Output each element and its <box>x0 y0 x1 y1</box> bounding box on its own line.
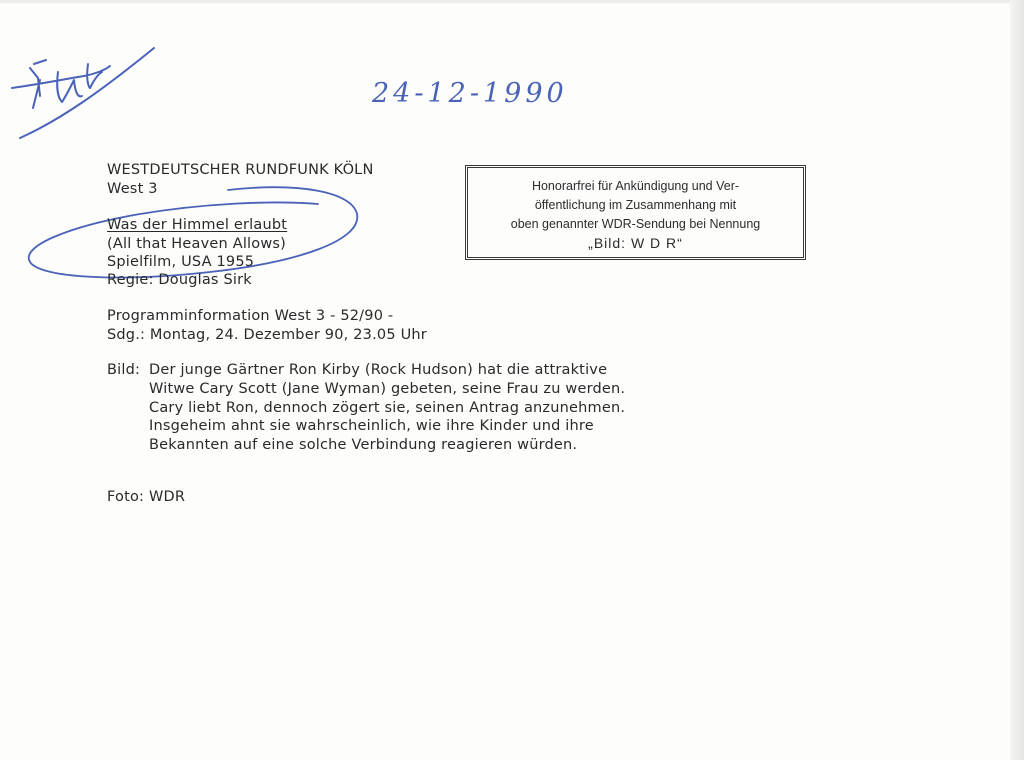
channel-name: West 3 <box>107 181 158 197</box>
photo-credit: Foto: WDR <box>107 489 186 505</box>
caption-line: Insgeheim ahnt sie wahrscheinlich, wie ihre Kinder und ihre <box>149 418 594 434</box>
caption-line: Der junge Gärtner Ron Kirby (Rock Hudson) hat die attraktive <box>149 362 608 378</box>
film-title-original: (All that Heaven Allows) <box>107 236 287 252</box>
stamp-line: oben genannter WDR-Sendung bei Nennung <box>510 217 761 231</box>
broadcaster-name: WESTDEUTSCHER RUNDFUNK KÖLN <box>107 162 374 178</box>
handwritten-date: 24-12-1990 <box>372 78 568 109</box>
film-director: Regie: Douglas Sirk <box>107 272 252 288</box>
handwritten-initials <box>12 48 154 138</box>
caption-line: Bekannten auf eine solche Verbindung reagieren würden. <box>149 437 578 453</box>
caption-line: Witwe Cary Scott (Jane Wyman) gebeten, seine Frau zu werden. <box>149 381 626 397</box>
stamp-line: Honorarfrei für Ankündigung und Ver- <box>531 179 740 193</box>
caption-line: Cary liebt Ron, dennoch zögert sie, seinen Antrag anzunehmen. <box>149 400 626 416</box>
stamp-line: „Bild: W D R“ <box>588 235 683 251</box>
program-info: Programminformation West 3 - 52/90 - <box>107 308 394 324</box>
caption-label: Bild: <box>107 362 141 378</box>
stamp-line: öffentlichung im Zusammenhang mit <box>534 198 737 212</box>
film-genre-year: Spielfilm, USA 1955 <box>107 254 255 270</box>
broadcast-date: Sdg.: Montag, 24. Dezember 90, 23.05 Uhr <box>107 327 427 343</box>
rights-stamp <box>465 165 806 260</box>
film-title-german: Was der Himmel erlaubt <box>107 217 288 233</box>
